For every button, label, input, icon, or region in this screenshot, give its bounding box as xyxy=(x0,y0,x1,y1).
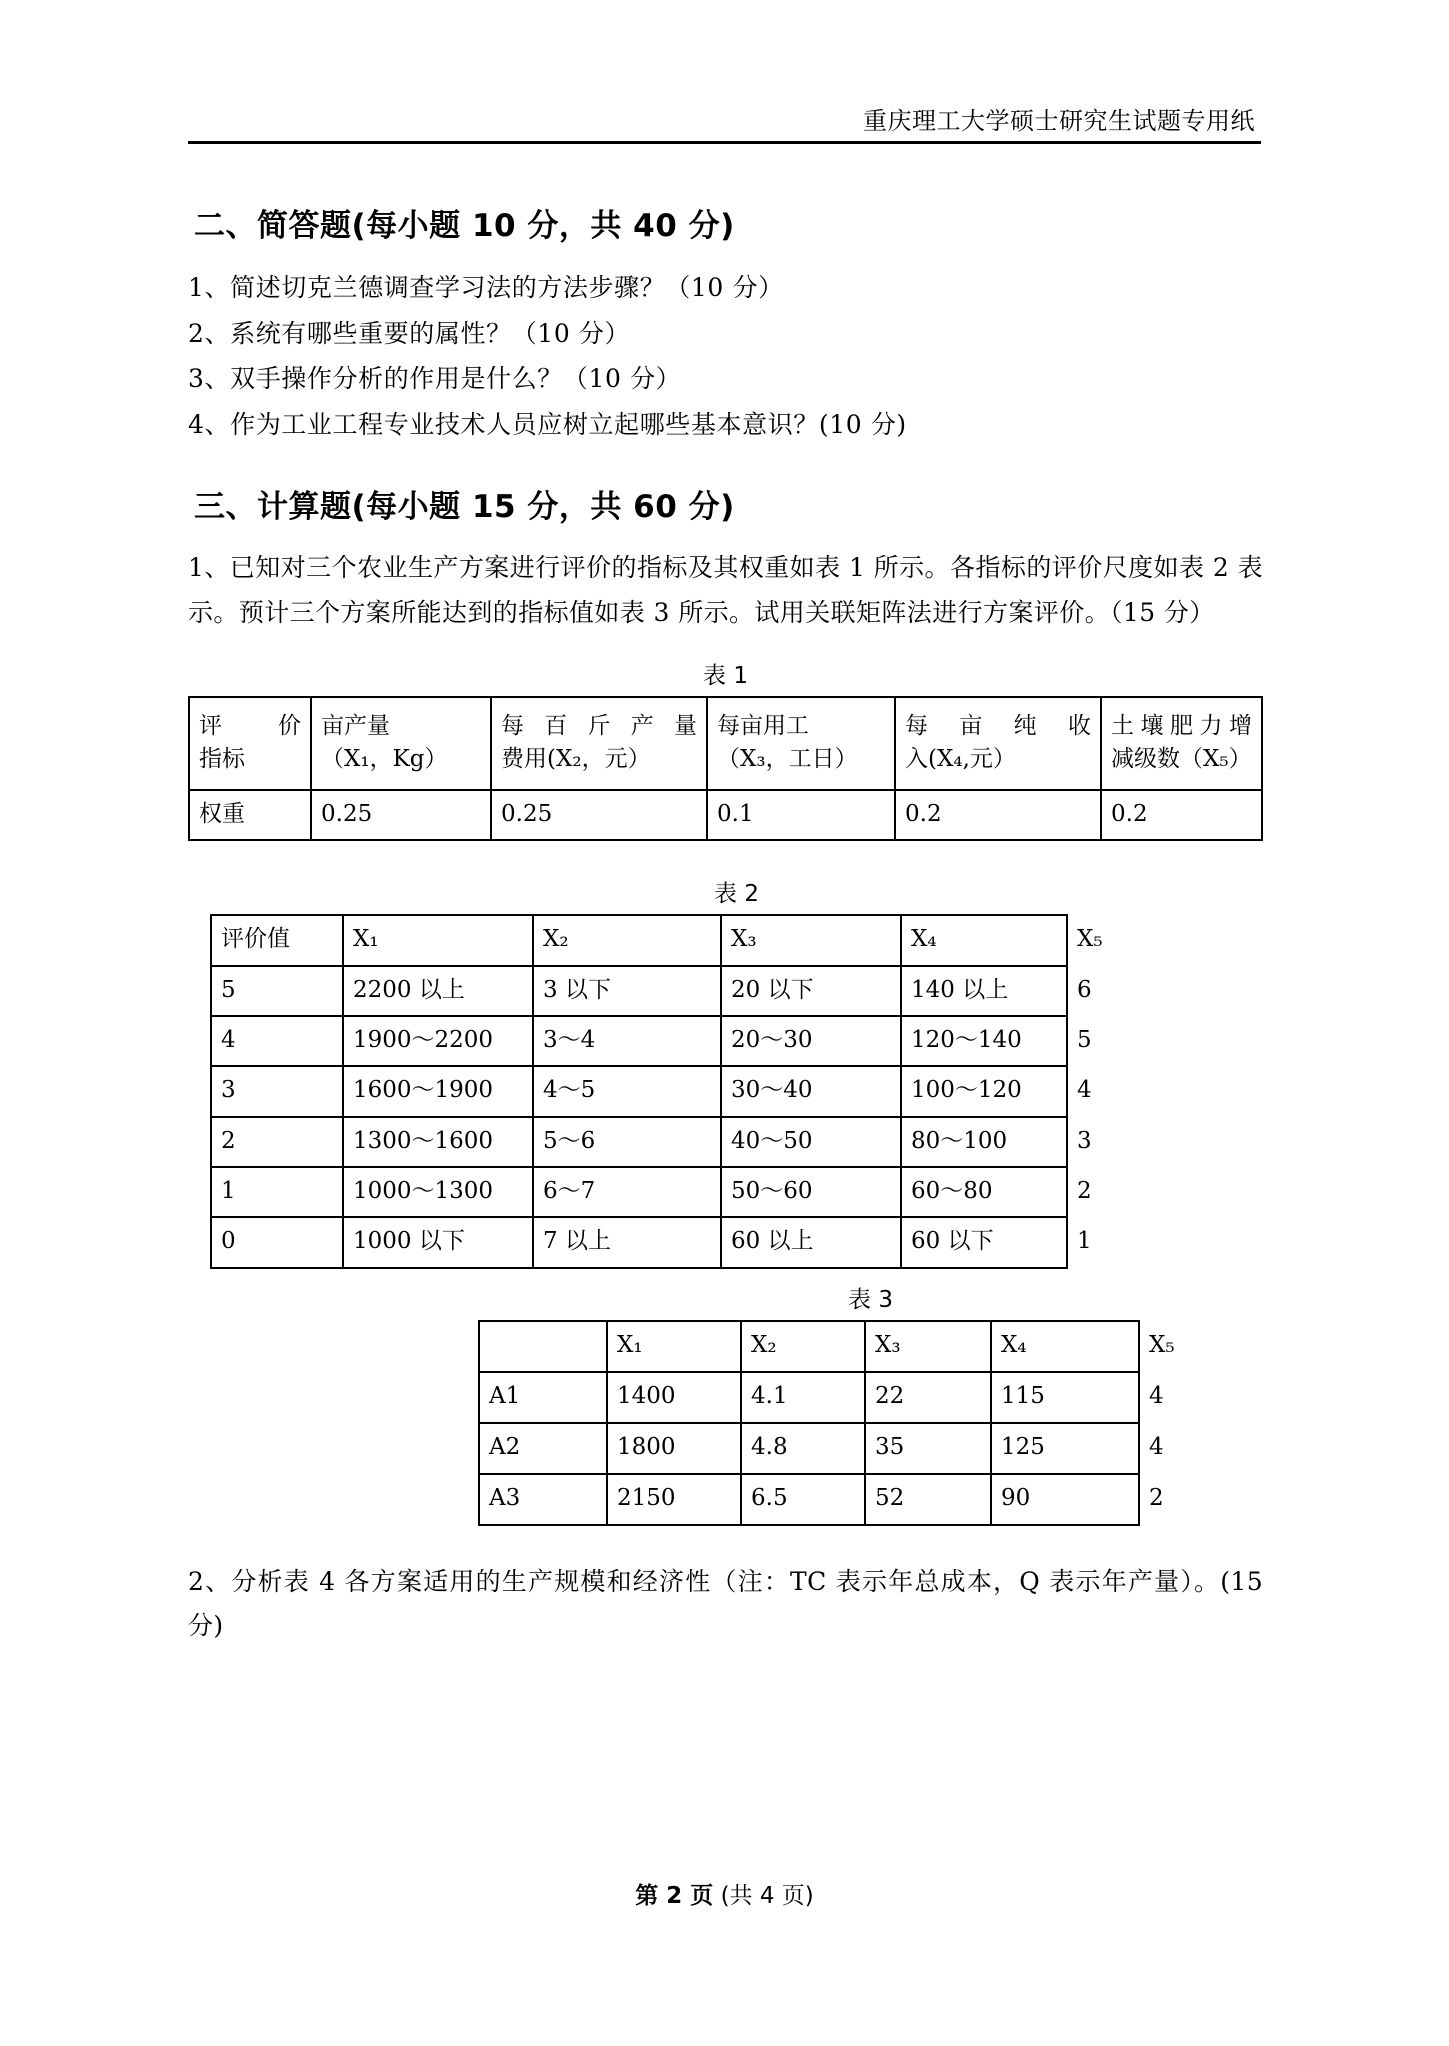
calculation-question-1: 1、已知对三个农业生产方案进行评价的指标及其权重如表 1 所示。各指标的评价尺度如表 2 表示。预计三个方案所能达到的指标值如表 3 所示。试用关联矩阵法进行方案评价。（15 分） xyxy=(188,553,1263,627)
section-heading-2: 二、简答题(每小题 10 分，共 40 分) xyxy=(194,208,735,244)
question-item: 4、作为工业工程专业技术人员应树立起哪些基本意识？(10 分) xyxy=(188,409,907,439)
table-2-cell: 20 以下 xyxy=(721,966,901,1016)
table-2-cell: 3～4 xyxy=(533,1016,721,1066)
table-2-cell: 40～50 xyxy=(721,1117,901,1167)
table-3-header-cell: X₁ xyxy=(607,1321,741,1372)
table-2-cell: 1000～1300 xyxy=(343,1167,533,1217)
table-3-cell: A1 xyxy=(479,1372,607,1423)
question-item: 2、系统有哪些重要的属性？（10 分） xyxy=(188,318,631,348)
table-1-header-x2 xyxy=(491,697,707,790)
table-1-header-x1 xyxy=(311,697,491,790)
table-2-cell: 1 xyxy=(211,1167,343,1217)
table-1-h1-line1: 亩产量 xyxy=(321,712,390,739)
table-1-weight-x4: 0.2 xyxy=(895,790,1101,840)
table-2-cell: 60～80 xyxy=(901,1167,1067,1217)
table-1-weight-x3: 0.1 xyxy=(707,790,895,840)
table-2-cell: 4～5 xyxy=(533,1066,721,1116)
table-row: X₁ X₂ X₃ X₄ X₅ xyxy=(479,1321,1139,1372)
table-1-row-label-a: 评 价 xyxy=(199,712,301,739)
table-1-h2-line2: 费用(X₂，元） xyxy=(501,746,651,772)
table-1-h4-line2: 入(X₄,元） xyxy=(905,746,1016,772)
header-title: 重庆理工大学硕士研究生试题专用纸 xyxy=(863,107,1255,135)
table-3-cell: A2 xyxy=(479,1423,607,1474)
table-1-weight-x5: 0.2 xyxy=(1101,790,1262,840)
table-2-cell: 1000 以下 xyxy=(343,1217,533,1267)
table-row: 1 1000～1300 6～7 50～60 60～80 2 xyxy=(211,1167,1067,1217)
table-1-header-x3 xyxy=(707,697,895,790)
section-heading-3: 三、计算题(每小题 15 分，共 60 分) xyxy=(194,489,735,525)
table-3-header-cell: X₃ xyxy=(865,1321,991,1372)
table-2-cell: 1300～1600 xyxy=(343,1117,533,1167)
table-2-cell: 120～140 xyxy=(901,1016,1067,1066)
table-2-cell: 30～40 xyxy=(721,1066,901,1116)
table-3-cell: 22 xyxy=(865,1372,991,1423)
table-2-header-cell: X₂ xyxy=(533,915,721,965)
table-1-row-label-b: 指标 xyxy=(199,746,245,772)
table-3-header-cell: X₄ xyxy=(991,1321,1139,1372)
table-2-cell: 60 以下 xyxy=(901,1217,1067,1267)
table-1-header-x4 xyxy=(895,697,1101,790)
table-2-cell: 4 xyxy=(211,1016,343,1066)
table-1-weight-label: 权重 xyxy=(189,790,311,840)
table-row: 4 1900～2200 3～4 20～30 120～140 5 xyxy=(211,1016,1067,1066)
table-3 xyxy=(478,1320,1175,1526)
table-2-cell: 0 xyxy=(211,1217,343,1267)
table-3-header-cell xyxy=(479,1321,607,1372)
table-2-cell: 1900～2200 xyxy=(343,1016,533,1066)
table-row: 0 1000 以下 7 以上 60 以上 60 以下 1 xyxy=(211,1217,1067,1267)
table-3-cell: 1800 xyxy=(607,1423,741,1474)
table-2-cell: 7 以上 xyxy=(533,1217,721,1267)
table-row xyxy=(189,790,1262,840)
table-3-cell: 35 xyxy=(865,1423,991,1474)
table-row: A1 1400 4.1 22 115 4 xyxy=(479,1372,1139,1423)
footer-total-pages: (共 4 页) xyxy=(720,1883,814,1909)
table-row xyxy=(189,697,1262,790)
table-2-header-cell: X₄ xyxy=(901,915,1067,965)
table-1 xyxy=(188,696,1263,841)
table-1-h1-line2: （X₁，Kg） xyxy=(321,746,448,772)
table-3-block xyxy=(188,1281,1263,1526)
table-1-weight-x1: 0.25 xyxy=(311,790,491,840)
table-row: A3 2150 6.5 52 90 2 xyxy=(479,1474,1139,1525)
table-3-cell: A3 xyxy=(479,1474,607,1525)
footer-page-number: 第 2 页 xyxy=(635,1883,714,1909)
table-2-header-cell: X₃ xyxy=(721,915,901,965)
table-3-cell: 4.8 xyxy=(741,1423,865,1474)
header-divider xyxy=(188,141,1261,144)
table-3-cell: 1400 xyxy=(607,1372,741,1423)
page-footer xyxy=(0,1877,1449,1910)
table-1-h3-line1: 每亩用工 xyxy=(717,712,809,739)
table-1-caption: 表 1 xyxy=(703,663,748,689)
table-2 xyxy=(210,914,1103,1268)
table-row: 2 1300～1600 5～6 40～50 80～100 3 xyxy=(211,1117,1067,1167)
calculation-question-2: 2、分析表 4 各方案适用的生产规模和经济性（注：TC 表示年总成本，Q 表示年产量）。(15 分) xyxy=(188,1566,1263,1641)
table-1-weight-x2: 0.25 xyxy=(491,790,707,840)
table-1-h3-line2: （X₃，工日） xyxy=(717,746,858,772)
table-1-h5-line1: 土壤肥力增 xyxy=(1111,712,1252,739)
question-item: 1、简述切克兰德调查学习法的方法步骤？（10 分） xyxy=(188,273,784,302)
table-row: 5 2200 以上 3 以下 20 以下 140 以上 6 xyxy=(211,966,1067,1016)
table-3-header-cell: X₂ xyxy=(741,1321,865,1372)
short-answer-question-list xyxy=(188,265,1263,447)
table-1-h2-line1: 每百斤产量 xyxy=(501,712,697,739)
table-2-cell: 3 以下 xyxy=(533,966,721,1016)
table-2-cell: 6～7 xyxy=(533,1167,721,1217)
exam-content xyxy=(188,200,1263,1649)
table-2-cell: 20～30 xyxy=(721,1016,901,1066)
table-2-header-cell: X₁ xyxy=(343,915,533,965)
table-3-cell: 6.5 xyxy=(741,1474,865,1525)
table-3-cell: 52 xyxy=(865,1474,991,1525)
table-2-cell: 5～6 xyxy=(533,1117,721,1167)
table-2-cell: 3 xyxy=(211,1066,343,1116)
table-1-header-x5 xyxy=(1101,697,1262,790)
table-2-cell: 2200 以上 xyxy=(343,966,533,1016)
table-2-cell: 50～60 xyxy=(721,1167,901,1217)
table-2-cell: 5 xyxy=(211,966,343,1016)
table-3-cell: 2150 xyxy=(607,1474,741,1525)
table-2-caption: 表 2 xyxy=(714,881,759,908)
table-2-cell: 100～120 xyxy=(901,1066,1067,1116)
table-2-cell: 80～100 xyxy=(901,1117,1067,1167)
table-row: A2 1800 4.8 35 125 4 xyxy=(479,1423,1139,1474)
table-3-cell: 125 xyxy=(991,1423,1139,1474)
table-2-cell: 60 以上 xyxy=(721,1217,901,1267)
page-header xyxy=(0,108,1449,144)
table-2-cell: 1600～1900 xyxy=(343,1066,533,1116)
question-item: 3、双手操作分析的作用是什么？（10 分） xyxy=(188,364,682,393)
table-3-cell: 90 xyxy=(991,1474,1139,1525)
table-2-cell: 140 以上 xyxy=(901,966,1067,1016)
table-1-h4-line1: 每亩纯收 xyxy=(905,712,1091,739)
table-2-cell: 2 xyxy=(211,1117,343,1167)
table-1-h5-line2: 减级数（X₅） xyxy=(1111,746,1252,772)
table-3-cell: 4.1 xyxy=(741,1372,865,1423)
table-row: 评价值 X₁ X₂ X₃ X₄ X₅ xyxy=(211,915,1067,965)
table-2-block xyxy=(188,875,1263,1268)
table-3-cell: 115 xyxy=(991,1372,1139,1423)
table-row: 3 1600～1900 4～5 30～40 100～120 4 xyxy=(211,1066,1067,1116)
table-1-row-label-cell xyxy=(189,697,311,790)
table-2-header-cell: 评价值 xyxy=(211,915,343,965)
table-3-caption: 表 3 xyxy=(848,1286,893,1313)
